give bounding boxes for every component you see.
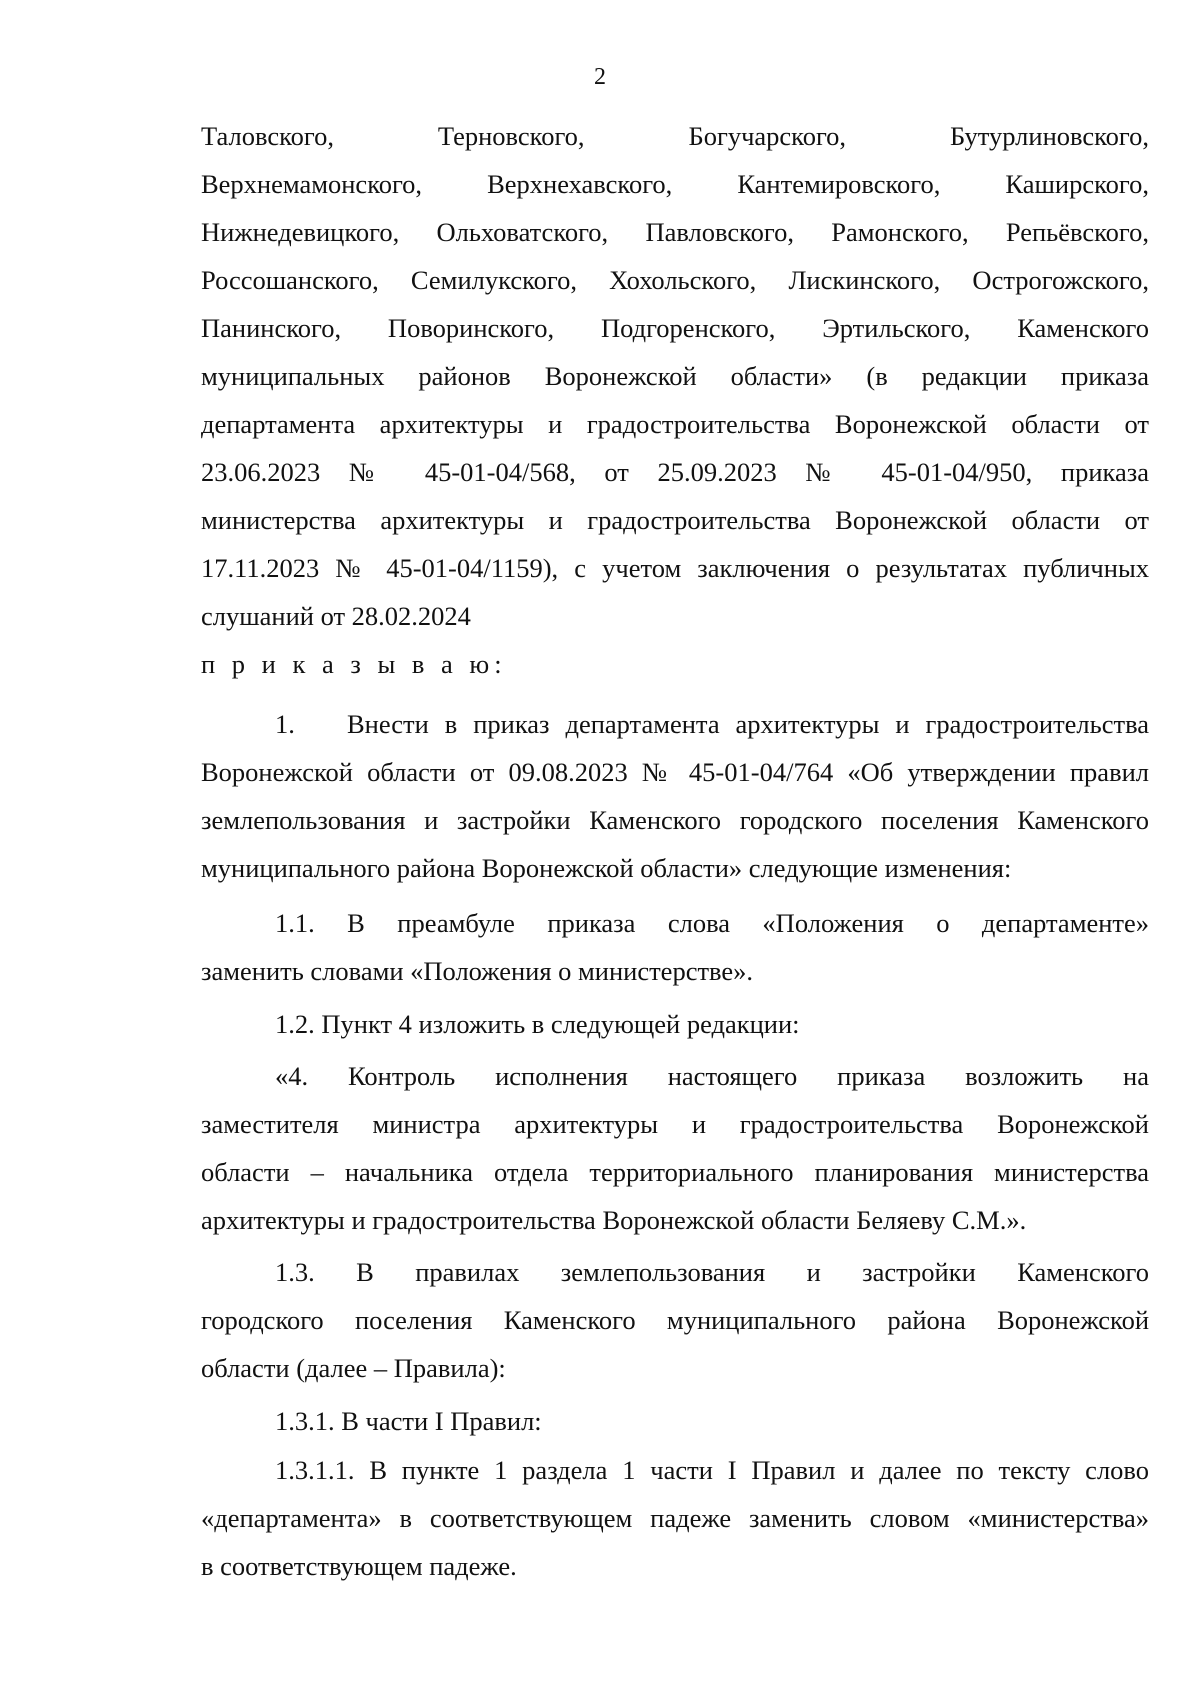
text-line: «4. Контроль исполнения настоящего приказа возложить на <box>275 1061 1149 1091</box>
text-line: в соответствующем падеже. <box>201 1551 517 1581</box>
text-line <box>201 700 1149 748</box>
text-line: 23.06.2023 № 45-01-04/568, от 25.09.2023 № 45-01-04/950, приказа <box>201 457 1149 487</box>
text-line: Таловского, Терновского, Богучарского, Бутурлиновского, <box>201 121 1149 151</box>
text-line: 1.3. В правилах землепользования и застройки Каменского <box>275 1257 1149 1287</box>
text-line: 1.1. В преамбуле приказа слова «Положения о департаменте» <box>275 908 1149 938</box>
text-line: городского поселения Каменского муниципального района Воронежской <box>201 1305 1149 1335</box>
item-1-2-quote <box>201 1052 1149 1244</box>
text-line: Панинского, Поворинского, Подгоренского, Эртильского, Каменского <box>201 313 1149 343</box>
item-1 <box>201 700 1149 892</box>
text-line: землепользования и застройки Каменского городского поселения Каменского <box>201 805 1149 835</box>
item-1-first-line: Внести в приказ департамента архитектуры и градостроительства <box>347 709 1149 739</box>
item-1-3 <box>201 1248 1149 1392</box>
item-1-2 <box>201 1000 1149 1048</box>
item-1-1 <box>201 899 1149 995</box>
item-1-3-1 <box>201 1397 1149 1445</box>
text-line: 1.3.1. В части I Правил: <box>275 1406 542 1436</box>
text-line: 17.11.2023 № 45-01-04/1159), с учетом заключения о результатах публичных <box>201 553 1149 583</box>
text-line: Нижнедевицкого, Ольховатского, Павловского, Рамонского, Репьёвского, <box>201 217 1149 247</box>
item-1-3-1-1 <box>201 1446 1149 1590</box>
text-line: заменить словами «Положения о министерстве». <box>201 956 754 986</box>
text-line: департамента архитектуры и градостроительства Воронежской области от <box>201 409 1149 439</box>
text-line: области – начальника отдела территориального планирования министерства <box>201 1157 1149 1187</box>
text-line: 1.3.1.1. В пункте 1 раздела 1 части I Правил и далее по тексту слово <box>275 1455 1149 1485</box>
text-line: муниципального района Воронежской области» следующие изменения: <box>201 853 1012 883</box>
text-line: заместителя министра архитектуры и градостроительства Воронежской <box>201 1109 1149 1139</box>
text-line: «департамента» в соответствующем падеже заменить словом «министерства» <box>201 1503 1149 1533</box>
text-line: муниципальных районов Воронежской области» (в редакции приказа <box>201 361 1149 391</box>
order-word: п р и к а з ы в а ю: <box>201 649 507 679</box>
page-number: 2 <box>594 64 606 90</box>
text-line: Россошанского, Семилукского, Хохольского, Лискинского, Острогожского, <box>201 265 1149 295</box>
text-line: архитектуры и градостроительства Воронежской области Беляеву С.М.». <box>201 1205 1027 1235</box>
item-number: 1. <box>275 709 295 739</box>
intro-paragraph <box>201 112 1149 688</box>
text-line: слушаний от 28.02.2024 <box>201 601 471 631</box>
text-line: 1.2. Пункт 4 изложить в следующей редакции: <box>275 1009 800 1039</box>
text-line: области (далее – Правила): <box>201 1353 506 1383</box>
text-line: Воронежской области от 09.08.2023 № 45-01-04/764 «Об утверждении правил <box>201 757 1149 787</box>
text-line: Верхнемамонского, Верхнехавского, Кантемировского, Каширского, <box>201 169 1149 199</box>
text-line: министерства архитектуры и градостроительства Воронежской области от <box>201 505 1149 535</box>
